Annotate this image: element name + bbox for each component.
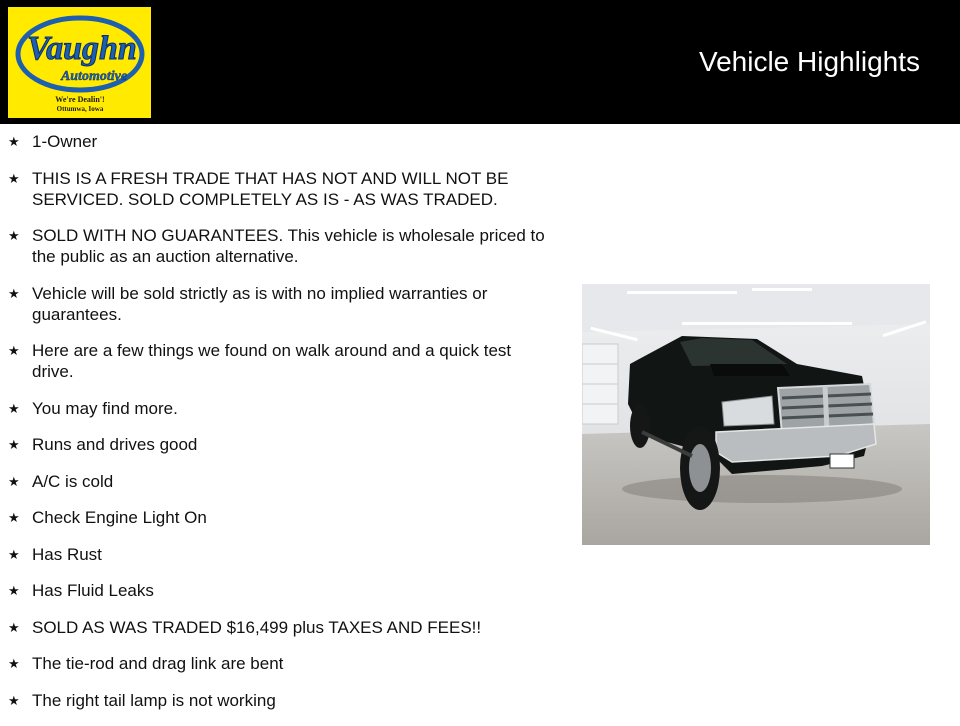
- highlights-list: [8, 131, 548, 726]
- highlight-text: Has Rust: [32, 544, 102, 564]
- star-icon: ★: [8, 656, 20, 671]
- highlight-text: THIS IS A FRESH TRADE THAT HAS NOT AND WILL NOT BE SERVICED. SOLD COMPLETELY AS IS - AS WAS TRADED.: [32, 168, 509, 209]
- highlight-text: The tie-rod and drag link are bent: [32, 654, 284, 673]
- star-icon: ★: [8, 170, 20, 186]
- highlight-text: Here are a few things we found on walk around and a quick test drive.: [32, 341, 512, 381]
- star-icon: ★: [8, 343, 20, 358]
- highlight-item: [8, 398, 548, 419]
- highlight-item: [8, 653, 548, 674]
- highlight-text: Has Fluid Leaks: [32, 581, 154, 600]
- header-bar: [0, 0, 960, 124]
- highlight-item: [8, 131, 548, 152]
- logo-brand-line1: Vaughn: [27, 30, 137, 67]
- page-title: Vehicle Highlights: [698, 46, 920, 77]
- star-icon: ★: [8, 285, 20, 301]
- highlight-text: SOLD WITH NO GUARANTEES. This vehicle is wholesale priced to the public as an auction alternative.: [32, 226, 545, 266]
- highlight-item: [8, 544, 548, 565]
- highlight-text: Vehicle will be sold strictly as is with no implied warranties or guarantees.: [32, 283, 488, 324]
- star-icon: ★: [8, 228, 20, 243]
- highlight-item: [8, 434, 548, 455]
- highlight-item: [8, 225, 548, 267]
- highlight-text: You may find more.: [32, 398, 178, 418]
- star-icon: ★: [8, 400, 20, 416]
- highlight-item: [8, 690, 548, 711]
- star-icon: ★: [8, 510, 20, 525]
- highlight-item: [8, 507, 548, 528]
- highlight-text: Runs and drives good: [32, 435, 198, 454]
- star-icon: ★: [8, 134, 20, 149]
- logo-location: Ottumwa, Iowa: [56, 105, 104, 113]
- highlight-text: 1-Owner: [32, 132, 98, 151]
- star-icon: ★: [8, 583, 20, 598]
- highlight-text: Check Engine Light On: [32, 508, 207, 527]
- highlight-text: The right tail lamp is not working: [32, 690, 276, 710]
- highlight-item: [8, 471, 548, 492]
- star-icon: ★: [8, 546, 20, 562]
- highlight-text: A/C is cold: [32, 471, 114, 491]
- star-icon: ★: [8, 473, 20, 489]
- star-icon: ★: [8, 619, 20, 635]
- highlight-item: [8, 168, 548, 210]
- star-icon: ★: [8, 692, 20, 708]
- logo-tagline: We're Dealin'!: [55, 95, 105, 104]
- highlight-text: SOLD AS WAS TRADED $16,499 plus TAXES AND FEES!!: [32, 617, 482, 637]
- vaughn-automotive-logo-icon: [8, 7, 151, 118]
- star-icon: ★: [8, 437, 20, 452]
- highlight-item: [8, 340, 548, 382]
- highlight-item: [8, 580, 548, 601]
- highlight-item: [8, 283, 548, 325]
- black-pickup-truck-photo-icon: [582, 284, 930, 545]
- vehicle-photo: [582, 284, 930, 545]
- highlight-item: [8, 617, 548, 638]
- logo-brand-line2: Automotive: [60, 69, 128, 84]
- dealer-logo: [8, 7, 151, 118]
